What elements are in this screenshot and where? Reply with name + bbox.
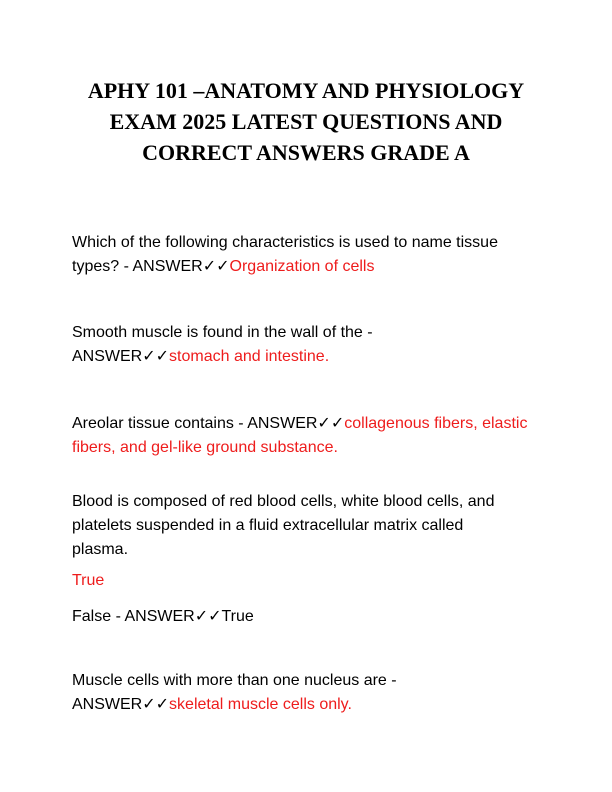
question-3 — [72, 412, 552, 460]
question-5-answer: skeletal muscle cells only. — [169, 696, 352, 713]
double-checkmark-icon: ✓✓ — [142, 696, 170, 713]
document-title — [60, 75, 552, 168]
option-false-line — [72, 605, 552, 629]
double-checkmark-icon: ✓✓ — [202, 258, 230, 275]
question-4-text-line-1: Blood is composed of red blood cells, white blood cells, and — [72, 493, 495, 510]
question-4 — [72, 490, 552, 562]
question-1-prefix: types? - ANSWER — [72, 258, 203, 275]
question-5-prefix: ANSWER — [72, 696, 143, 713]
question-3-answer-line — [72, 412, 552, 436]
question-5-text: Muscle cells with more than one nucleus are - — [72, 672, 397, 689]
question-2-prefix: ANSWER — [72, 348, 143, 365]
question-1-text: Which of the following characteristics is used to name tissue — [72, 234, 498, 251]
question-4-text-line-3: plasma. — [72, 541, 129, 558]
question-1-answer: Organization of cells — [229, 258, 375, 275]
question-4-text-line-2: platelets suspended in a fluid extracellular matrix called — [72, 517, 464, 534]
question-5-answer-line — [72, 693, 552, 717]
question-3-answer-part-2: fibers, and gel-like ground substance. — [72, 439, 338, 456]
question-3-prefix: Areolar tissue contains - ANSWER — [72, 415, 318, 432]
title-line-3: CORRECT ANSWERS GRADE A — [142, 140, 470, 165]
question-4-answer-line — [72, 605, 552, 629]
question-2 — [72, 321, 552, 369]
question-2-answer-line — [72, 345, 552, 369]
double-checkmark-icon: ✓✓ — [142, 348, 170, 365]
question-4-option-true — [72, 569, 552, 593]
question-5 — [72, 669, 552, 717]
question-2-answer: stomach and intestine. — [169, 348, 330, 365]
question-1-answer-line — [72, 255, 552, 279]
double-checkmark-icon: ✓✓ — [317, 415, 345, 432]
double-checkmark-icon: ✓✓ — [194, 608, 222, 625]
option-false-prefix: False - ANSWER — [72, 608, 195, 625]
option-true: True — [72, 572, 105, 589]
question-3-answer-part-1: collagenous fibers, elastic — [344, 415, 528, 432]
title-line-1: APHY 101 –ANATOMY AND PHYSIOLOGY — [87, 78, 525, 103]
question-4-answer: True — [221, 608, 254, 625]
title-line-2: EXAM 2025 LATEST QUESTIONS AND — [109, 109, 503, 134]
question-1 — [72, 231, 552, 279]
question-2-text: Smooth muscle is found in the wall of the - — [72, 324, 373, 341]
